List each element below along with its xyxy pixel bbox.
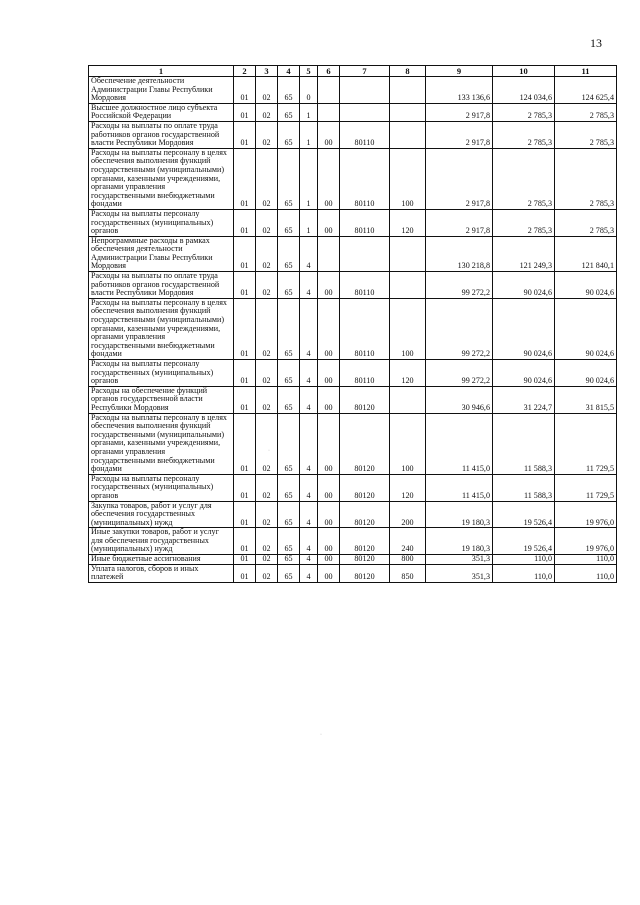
row-code-8: 200 bbox=[390, 501, 426, 528]
row-value-10: 121 249,3 bbox=[493, 236, 555, 271]
row-code-2: 01 bbox=[234, 474, 256, 501]
row-code-8: 120 bbox=[390, 360, 426, 387]
row-value-9: 19 180,3 bbox=[426, 501, 493, 528]
row-code-7: 80110 bbox=[340, 148, 390, 209]
page-number: 13 bbox=[590, 36, 602, 50]
row-name: Расходы на выплаты персоналу государственных (муниципальных) органов bbox=[89, 474, 234, 501]
row-value-10: 2 785,3 bbox=[493, 209, 555, 236]
row-value-9: 133 136,6 bbox=[426, 77, 493, 104]
table-row bbox=[89, 474, 617, 501]
row-code-3: 02 bbox=[256, 564, 278, 582]
row-code-2: 01 bbox=[234, 386, 256, 413]
row-code-6: 00 bbox=[318, 272, 340, 299]
table-row bbox=[89, 386, 617, 413]
row-value-9: 99 272,2 bbox=[426, 360, 493, 387]
row-code-8 bbox=[390, 121, 426, 148]
table-body bbox=[89, 77, 617, 583]
row-value-10: 11 588,3 bbox=[493, 474, 555, 501]
table-row bbox=[89, 360, 617, 387]
header-cell-3: 3 bbox=[256, 66, 278, 77]
row-code-4: 65 bbox=[278, 77, 300, 104]
row-name: Расходы на выплаты персоналу государственных (муниципальных) органов bbox=[89, 209, 234, 236]
row-code-3: 02 bbox=[256, 103, 278, 121]
row-value-9: 2 917,8 bbox=[426, 148, 493, 209]
row-code-7: 80120 bbox=[340, 386, 390, 413]
row-code-3: 02 bbox=[256, 528, 278, 555]
row-value-10: 110,0 bbox=[493, 555, 555, 565]
row-code-5: 1 bbox=[300, 121, 318, 148]
row-code-4: 65 bbox=[278, 501, 300, 528]
row-code-3: 02 bbox=[256, 272, 278, 299]
row-code-8 bbox=[390, 77, 426, 104]
row-value-11: 90 024,6 bbox=[555, 272, 617, 299]
row-value-10: 2 785,3 bbox=[493, 103, 555, 121]
row-code-6: 00 bbox=[318, 555, 340, 565]
row-value-10: 19 526,4 bbox=[493, 528, 555, 555]
row-code-2: 01 bbox=[234, 209, 256, 236]
row-code-5: 4 bbox=[300, 564, 318, 582]
row-value-10: 2 785,3 bbox=[493, 121, 555, 148]
row-value-11: 2 785,3 bbox=[555, 148, 617, 209]
row-code-8: 800 bbox=[390, 555, 426, 565]
table-row bbox=[89, 528, 617, 555]
row-code-6 bbox=[318, 236, 340, 271]
row-value-11: 19 976,0 bbox=[555, 528, 617, 555]
row-code-6: 00 bbox=[318, 564, 340, 582]
budget-table bbox=[88, 65, 617, 583]
scan-speck: · bbox=[268, 448, 270, 454]
row-code-8: 100 bbox=[390, 298, 426, 359]
row-code-8: 100 bbox=[390, 148, 426, 209]
row-name: Иные закупки товаров, работ и услуг для обеспечения государственных (муниципальных) нужд bbox=[89, 528, 234, 555]
row-code-2: 01 bbox=[234, 272, 256, 299]
row-name: Расходы на выплаты по оплате труда работников органов государственной власти Республики Мордовия bbox=[89, 272, 234, 299]
row-code-3: 02 bbox=[256, 236, 278, 271]
row-code-3: 02 bbox=[256, 360, 278, 387]
row-value-11: 2 785,3 bbox=[555, 209, 617, 236]
row-value-10: 124 034,6 bbox=[493, 77, 555, 104]
row-code-4: 65 bbox=[278, 555, 300, 565]
row-code-4: 65 bbox=[278, 148, 300, 209]
row-code-4: 65 bbox=[278, 236, 300, 271]
row-code-3: 02 bbox=[256, 121, 278, 148]
row-code-2: 01 bbox=[234, 528, 256, 555]
table-row bbox=[89, 564, 617, 582]
row-code-4: 65 bbox=[278, 413, 300, 474]
row-code-3: 02 bbox=[256, 474, 278, 501]
row-code-3: 02 bbox=[256, 386, 278, 413]
row-code-5: 1 bbox=[300, 148, 318, 209]
row-value-10: 2 785,3 bbox=[493, 148, 555, 209]
row-code-6: 00 bbox=[318, 298, 340, 359]
row-value-11: 2 785,3 bbox=[555, 121, 617, 148]
row-code-3: 02 bbox=[256, 413, 278, 474]
row-name: Высшее должностное лицо субъекта Российской Федерации bbox=[89, 103, 234, 121]
row-value-9: 2 917,8 bbox=[426, 209, 493, 236]
row-code-5: 4 bbox=[300, 555, 318, 565]
row-code-6: 00 bbox=[318, 386, 340, 413]
row-value-9: 11 415,0 bbox=[426, 474, 493, 501]
row-code-6: 00 bbox=[318, 413, 340, 474]
row-name: Расходы на выплаты персоналу в целях обеспечения выполнения функций государственными (муниципальными) органами, казенными учреждениями, органами управления государственными внебюджетными фондами bbox=[89, 413, 234, 474]
row-code-4: 65 bbox=[278, 103, 300, 121]
row-code-7 bbox=[340, 103, 390, 121]
row-code-8 bbox=[390, 236, 426, 271]
row-code-2: 01 bbox=[234, 236, 256, 271]
row-code-8: 120 bbox=[390, 209, 426, 236]
row-name: Расходы на выплаты персоналу государственных (муниципальных) органов bbox=[89, 360, 234, 387]
row-code-4: 65 bbox=[278, 564, 300, 582]
row-value-11: 110,0 bbox=[555, 564, 617, 582]
header-cell-5: 5 bbox=[300, 66, 318, 77]
row-code-7: 80120 bbox=[340, 501, 390, 528]
row-code-2: 01 bbox=[234, 148, 256, 209]
row-code-7: 80110 bbox=[340, 298, 390, 359]
header-cell-8: 8 bbox=[390, 66, 426, 77]
row-code-8: 850 bbox=[390, 564, 426, 582]
row-code-3: 02 bbox=[256, 298, 278, 359]
row-value-9: 19 180,3 bbox=[426, 528, 493, 555]
header-cell-9: 9 bbox=[426, 66, 493, 77]
row-code-4: 65 bbox=[278, 121, 300, 148]
header-cell-10: 10 bbox=[493, 66, 555, 77]
table-row bbox=[89, 413, 617, 474]
row-code-3: 02 bbox=[256, 209, 278, 236]
row-code-7 bbox=[340, 236, 390, 271]
table-row bbox=[89, 272, 617, 299]
row-value-9: 99 272,2 bbox=[426, 298, 493, 359]
row-value-11: 121 840,1 bbox=[555, 236, 617, 271]
row-value-11: 11 729,5 bbox=[555, 413, 617, 474]
row-code-5: 4 bbox=[300, 413, 318, 474]
table-row bbox=[89, 77, 617, 104]
row-code-7: 80110 bbox=[340, 272, 390, 299]
row-code-8: 120 bbox=[390, 474, 426, 501]
row-code-7: 80120 bbox=[340, 528, 390, 555]
row-code-3: 02 bbox=[256, 501, 278, 528]
row-code-5: 4 bbox=[300, 501, 318, 528]
row-code-3: 02 bbox=[256, 555, 278, 565]
row-name: Расходы на выплаты по оплате труда работников органов государственной власти Республики Мордовия bbox=[89, 121, 234, 148]
row-code-8: 100 bbox=[390, 413, 426, 474]
row-code-4: 65 bbox=[278, 474, 300, 501]
row-name: Расходы на обеспечение функций органов государственной власти Республики Мордовия bbox=[89, 386, 234, 413]
row-value-11: 2 785,3 bbox=[555, 103, 617, 121]
row-value-9: 351,3 bbox=[426, 555, 493, 565]
row-value-9: 99 272,2 bbox=[426, 272, 493, 299]
row-code-6: 00 bbox=[318, 121, 340, 148]
row-code-5: 0 bbox=[300, 77, 318, 104]
row-code-8: 240 bbox=[390, 528, 426, 555]
row-code-7: 80110 bbox=[340, 209, 390, 236]
row-name: Непрограммные расходы в рамках обеспечения деятельности Администрации Главы Республики Мордовия bbox=[89, 236, 234, 271]
row-code-4: 65 bbox=[278, 272, 300, 299]
row-code-4: 65 bbox=[278, 360, 300, 387]
row-code-4: 65 bbox=[278, 528, 300, 555]
row-value-9: 2 917,8 bbox=[426, 121, 493, 148]
row-value-10: 31 224,7 bbox=[493, 386, 555, 413]
row-name: Иные бюджетные ассигнования bbox=[89, 555, 234, 565]
row-code-2: 01 bbox=[234, 564, 256, 582]
row-value-11: 90 024,6 bbox=[555, 360, 617, 387]
header-cell-2: 2 bbox=[234, 66, 256, 77]
row-value-10: 90 024,6 bbox=[493, 360, 555, 387]
table-row bbox=[89, 501, 617, 528]
row-value-11: 124 625,4 bbox=[555, 77, 617, 104]
row-name: Закупка товаров, работ и услуг для обеспечения государственных (муниципальных) нужд bbox=[89, 501, 234, 528]
row-code-5: 4 bbox=[300, 236, 318, 271]
row-name: Обеспечение деятельности Администрации Главы Республики Мордовия bbox=[89, 77, 234, 104]
row-code-2: 01 bbox=[234, 413, 256, 474]
table-row bbox=[89, 555, 617, 565]
row-value-11: 90 024,6 bbox=[555, 298, 617, 359]
row-value-10: 90 024,6 bbox=[493, 298, 555, 359]
table-row bbox=[89, 209, 617, 236]
row-value-10: 19 526,4 bbox=[493, 501, 555, 528]
row-code-4: 65 bbox=[278, 386, 300, 413]
row-value-10: 90 024,6 bbox=[493, 272, 555, 299]
row-code-6: 00 bbox=[318, 474, 340, 501]
table-row bbox=[89, 121, 617, 148]
row-code-5: 4 bbox=[300, 272, 318, 299]
row-code-5: 4 bbox=[300, 528, 318, 555]
row-value-11: 110,0 bbox=[555, 555, 617, 565]
row-value-10: 11 588,3 bbox=[493, 413, 555, 474]
row-value-9: 130 218,8 bbox=[426, 236, 493, 271]
row-code-2: 01 bbox=[234, 298, 256, 359]
scan-speck: · bbox=[320, 732, 322, 738]
row-code-6: 00 bbox=[318, 528, 340, 555]
header-cell-6: 6 bbox=[318, 66, 340, 77]
row-value-9: 2 917,8 bbox=[426, 103, 493, 121]
row-code-6: 00 bbox=[318, 148, 340, 209]
row-code-8 bbox=[390, 386, 426, 413]
row-code-2: 01 bbox=[234, 501, 256, 528]
row-code-5: 1 bbox=[300, 209, 318, 236]
row-value-9: 11 415,0 bbox=[426, 413, 493, 474]
header-cell-1: 1 bbox=[89, 66, 234, 77]
row-name: Расходы на выплаты персоналу в целях обеспечения выполнения функций государственными (муниципальными) органами, казенными учреждениями, органами управления государственными внебюджетными фондами bbox=[89, 298, 234, 359]
row-value-9: 30 946,6 bbox=[426, 386, 493, 413]
row-code-2: 01 bbox=[234, 360, 256, 387]
header-row bbox=[89, 66, 617, 77]
header-cell-11: 11 bbox=[555, 66, 617, 77]
row-code-4: 65 bbox=[278, 209, 300, 236]
row-code-3: 02 bbox=[256, 148, 278, 209]
row-code-7: 80110 bbox=[340, 360, 390, 387]
table-row bbox=[89, 103, 617, 121]
table-row bbox=[89, 298, 617, 359]
row-code-7: 80110 bbox=[340, 121, 390, 148]
row-code-6: 00 bbox=[318, 501, 340, 528]
row-value-9: 351,3 bbox=[426, 564, 493, 582]
row-code-5: 4 bbox=[300, 360, 318, 387]
row-code-7: 80120 bbox=[340, 555, 390, 565]
row-name: Расходы на выплаты персоналу в целях обеспечения выполнения функций государственными (муниципальными) органами, казенными учреждениями, органами управления государственными внебюджетными фондами bbox=[89, 148, 234, 209]
row-code-5: 4 bbox=[300, 474, 318, 501]
row-code-4: 65 bbox=[278, 298, 300, 359]
row-code-6: 00 bbox=[318, 209, 340, 236]
row-code-2: 01 bbox=[234, 77, 256, 104]
header-cell-7: 7 bbox=[340, 66, 390, 77]
row-code-7: 80120 bbox=[340, 564, 390, 582]
row-code-2: 01 bbox=[234, 555, 256, 565]
row-code-5: 4 bbox=[300, 298, 318, 359]
row-code-8 bbox=[390, 103, 426, 121]
table-row bbox=[89, 236, 617, 271]
row-value-11: 31 815,5 bbox=[555, 386, 617, 413]
row-code-6 bbox=[318, 103, 340, 121]
row-code-7: 80120 bbox=[340, 474, 390, 501]
row-code-5: 4 bbox=[300, 386, 318, 413]
row-code-2: 01 bbox=[234, 121, 256, 148]
row-value-11: 19 976,0 bbox=[555, 501, 617, 528]
row-code-8 bbox=[390, 272, 426, 299]
row-code-2: 01 bbox=[234, 103, 256, 121]
row-code-6 bbox=[318, 77, 340, 104]
row-code-7 bbox=[340, 77, 390, 104]
row-code-5: 1 bbox=[300, 103, 318, 121]
header-cell-4: 4 bbox=[278, 66, 300, 77]
row-value-11: 11 729,5 bbox=[555, 474, 617, 501]
row-name: Уплата налогов, сборов и иных платежей bbox=[89, 564, 234, 582]
row-value-10: 110,0 bbox=[493, 564, 555, 582]
row-code-3: 02 bbox=[256, 77, 278, 104]
row-code-6: 00 bbox=[318, 360, 340, 387]
table-row bbox=[89, 148, 617, 209]
row-code-7: 80120 bbox=[340, 413, 390, 474]
